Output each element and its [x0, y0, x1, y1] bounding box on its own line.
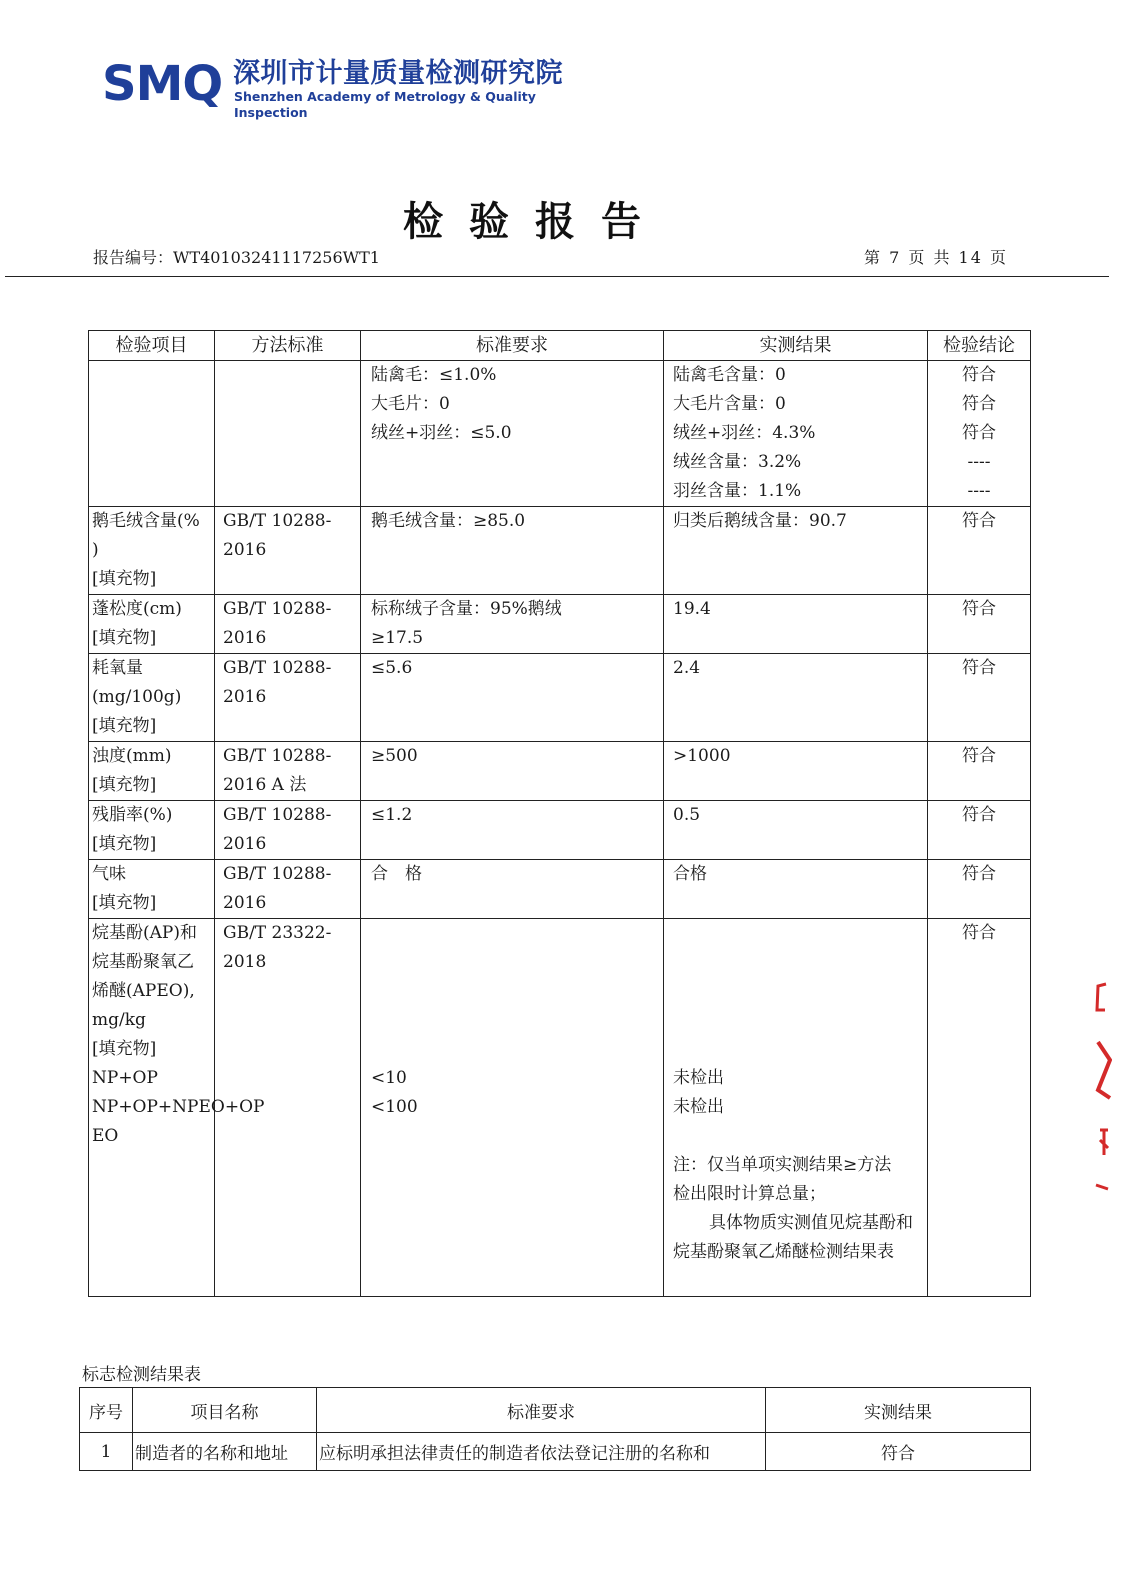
item-cell: [89, 742, 215, 801]
cell-line: 未检出: [673, 1097, 724, 1117]
cell-line: 烷基酚(AP)和: [92, 923, 197, 943]
cell-line: 烯醚(APEO),: [92, 981, 195, 1001]
column-header: 实测结果: [664, 331, 928, 361]
cell-line: 19.4: [673, 599, 711, 619]
cell-line: 羽丝含量：1.1%: [673, 481, 802, 501]
cell-line: [填充物]: [92, 628, 157, 648]
cell-line: 符合: [962, 864, 996, 884]
cell-line: EO: [92, 1126, 119, 1146]
column-header: 实测结果: [766, 1388, 1031, 1433]
table-row: [89, 919, 1031, 1297]
conclusion-cell: [928, 361, 1031, 507]
cell-line: 2016: [223, 893, 267, 913]
cell-line: 合 格: [371, 864, 422, 884]
table-row: [89, 742, 1031, 801]
result-cell: [664, 860, 928, 919]
cell-line: 陆禽毛：≤1.0%: [371, 365, 497, 385]
method-cell: [215, 742, 361, 801]
cell-line: NP+OP+NPEO+OP: [92, 1097, 265, 1117]
cell-line: GB/T 10288-: [223, 658, 332, 678]
cell-line: 大毛片：0: [371, 394, 450, 414]
requirement-cell: [361, 742, 664, 801]
conclusion-cell: [928, 507, 1031, 595]
cell-line: [填充物]: [92, 569, 157, 589]
cell-line: GB/T 10288-: [223, 746, 332, 766]
cell-line: 绒丝+羽丝：≤5.0: [371, 423, 512, 443]
cell-line: 符合: [962, 658, 996, 678]
cell-line: 大毛片含量：0: [673, 394, 786, 414]
cell-line: 鹅毛绒含量(%: [92, 511, 200, 531]
cell-line: >1000: [673, 746, 731, 766]
cell-line: 烷基酚聚氧乙: [92, 952, 194, 972]
requirement-cell: [361, 507, 664, 595]
method-cell: [215, 801, 361, 860]
method-cell: [215, 860, 361, 919]
item-cell: [89, 361, 215, 507]
cell-line: ----: [967, 452, 991, 472]
cell-line: 2016: [223, 540, 267, 560]
cell-line: 蓬松度(cm): [92, 599, 182, 619]
method-cell: [215, 507, 361, 595]
method-cell: [215, 595, 361, 654]
cell-line: 合格: [673, 864, 707, 884]
note-text: 具体物质实测值见烷基酚和烷基酚聚氧乙烯醚检测结果表: [673, 1213, 913, 1262]
cell-line: 2016: [223, 628, 267, 648]
cell-line: 残脂率(%): [92, 805, 173, 825]
requirement-cell: [361, 595, 664, 654]
table-row: [80, 1433, 1031, 1471]
cell-line: 2018: [223, 952, 267, 972]
cell-line: 符合: [962, 423, 996, 443]
column-header: 标准要求: [317, 1388, 766, 1433]
cell-line: 标称绒子含量：95%鹅绒: [371, 599, 562, 619]
cell-line: 绒丝含量：3.2%: [673, 452, 802, 472]
cell-line: GB/T 10288-: [223, 864, 332, 884]
cell-line: 符合: [962, 923, 996, 943]
cell-line: 2.4: [673, 658, 701, 678]
page-info: 第 7 页 共 14 页: [864, 248, 1008, 267]
org-name-en: Shenzhen Academy of Metrology & Quality Inspection: [234, 89, 536, 120]
cell-line: <100: [371, 1097, 418, 1117]
document-title: 检验报告: [403, 198, 667, 245]
item-cell: [89, 860, 215, 919]
conclusion-cell: [928, 801, 1031, 860]
cell-line: ≤1.2: [371, 805, 413, 825]
cell-line: 未检出: [673, 1068, 724, 1088]
org-name-cn: 深圳市计量质量检测研究院: [233, 58, 563, 89]
cell-line: 陆禽毛含量：0: [673, 365, 786, 385]
conclusion-cell: [928, 860, 1031, 919]
cell-line: ≥500: [371, 746, 418, 766]
cell-line: 绒丝+羽丝：4.3%: [673, 423, 816, 443]
cell-line: 2016 A 法: [223, 775, 307, 795]
logo-mark: SMQ: [102, 56, 223, 112]
requirement-cell: [361, 860, 664, 919]
table-row: [89, 860, 1031, 919]
cell-line: 注：仅当单项实测结果≥方法: [673, 1155, 892, 1175]
table-row: [89, 507, 1031, 595]
seal-stamp: [1092, 980, 1112, 1195]
cell-line: ≥17.5: [371, 628, 424, 648]
cell-line: NP+OP: [92, 1068, 158, 1088]
table-row: [89, 654, 1031, 742]
table-row: [89, 361, 1031, 507]
method-cell: [215, 654, 361, 742]
item-cell: [89, 595, 215, 654]
cell-line: 归类后鹅绒含量：90.7: [673, 511, 847, 531]
cell-line: [填充物]: [92, 716, 157, 736]
cell-line: ): [92, 540, 99, 560]
cell-line: mg/kg: [92, 1010, 146, 1030]
cell-line: GB/T 10288-: [223, 599, 332, 619]
conclusion-cell: [928, 595, 1031, 654]
requirement-cell: [361, 361, 664, 507]
marking-table-caption: 标志检测结果表: [82, 1365, 201, 1385]
result-cell: [664, 595, 928, 654]
requirement-cell: [361, 919, 664, 1297]
item-cell: [89, 507, 215, 595]
result-cell: [664, 742, 928, 801]
cell-line: GB/T 10288-: [223, 805, 332, 825]
cell-line: 符合: [962, 365, 996, 385]
cell-line: [填充物]: [92, 893, 157, 913]
result-cell: [664, 654, 928, 742]
conclusion-cell: [928, 742, 1031, 801]
result: 符合: [766, 1433, 1031, 1471]
conclusion-cell: [928, 919, 1031, 1297]
marking-table: [79, 1387, 1031, 1471]
report-number: 报告编号：WT40103241117256WT1: [93, 248, 380, 267]
cell-line: GB/T 10288-: [223, 511, 332, 531]
item-cell: [89, 654, 215, 742]
header-divider: [5, 276, 1109, 277]
cell-line: 符合: [962, 511, 996, 531]
cell-line: 符合: [962, 746, 996, 766]
inspection-table: [88, 330, 1031, 1297]
cell-line: [填充物]: [92, 775, 157, 795]
cell-line: ----: [967, 481, 991, 501]
cell-line: [填充物]: [92, 1039, 157, 1059]
result-cell: [664, 919, 928, 1297]
table-header-row: [89, 331, 1031, 361]
column-header: 项目名称: [133, 1388, 317, 1433]
column-header: 检验项目: [89, 331, 215, 361]
cell-line: ≤5.6: [371, 658, 413, 678]
requirement-cell: [361, 801, 664, 860]
result-cell: [664, 801, 928, 860]
column-header: 方法标准: [215, 331, 361, 361]
cell-line: 符合: [962, 805, 996, 825]
cell-line: 气味: [92, 864, 126, 884]
item-cell: [89, 801, 215, 860]
cell-line: 符合: [962, 599, 996, 619]
cell-line: 检出限时计算总量；: [673, 1184, 826, 1204]
column-header: 标准要求: [361, 331, 664, 361]
cell-line: 符合: [962, 394, 996, 414]
cell-line: 浊度(mm): [92, 746, 172, 766]
cell-line: 0.5: [673, 805, 701, 825]
result-cell: [664, 361, 928, 507]
item-name: 制造者的名称和地址: [133, 1433, 317, 1471]
method-cell: [215, 361, 361, 507]
table-row: [89, 595, 1031, 654]
requirement-cell: [361, 654, 664, 742]
cell-line: 耗氧量: [92, 658, 143, 678]
cell-line: (mg/100g): [92, 687, 182, 707]
column-header: 检验结论: [928, 331, 1031, 361]
table-row: [89, 801, 1031, 860]
row-number: 1: [80, 1433, 133, 1471]
column-header: 序号: [80, 1388, 133, 1433]
org-logo: [102, 56, 582, 120]
cell-line: GB/T 23322-: [223, 923, 332, 943]
cell-line: 2016: [223, 687, 267, 707]
cell-line: 鹅毛绒含量：≥85.0: [371, 511, 526, 531]
cell-line: 2016: [223, 834, 267, 854]
table-header-row: [80, 1388, 1031, 1433]
cell-line: <10: [371, 1068, 407, 1088]
cell-line: [填充物]: [92, 834, 157, 854]
result-cell: [664, 507, 928, 595]
conclusion-cell: [928, 654, 1031, 742]
requirement: 应标明承担法律责任的制造者依法登记注册的名称和: [317, 1433, 766, 1471]
